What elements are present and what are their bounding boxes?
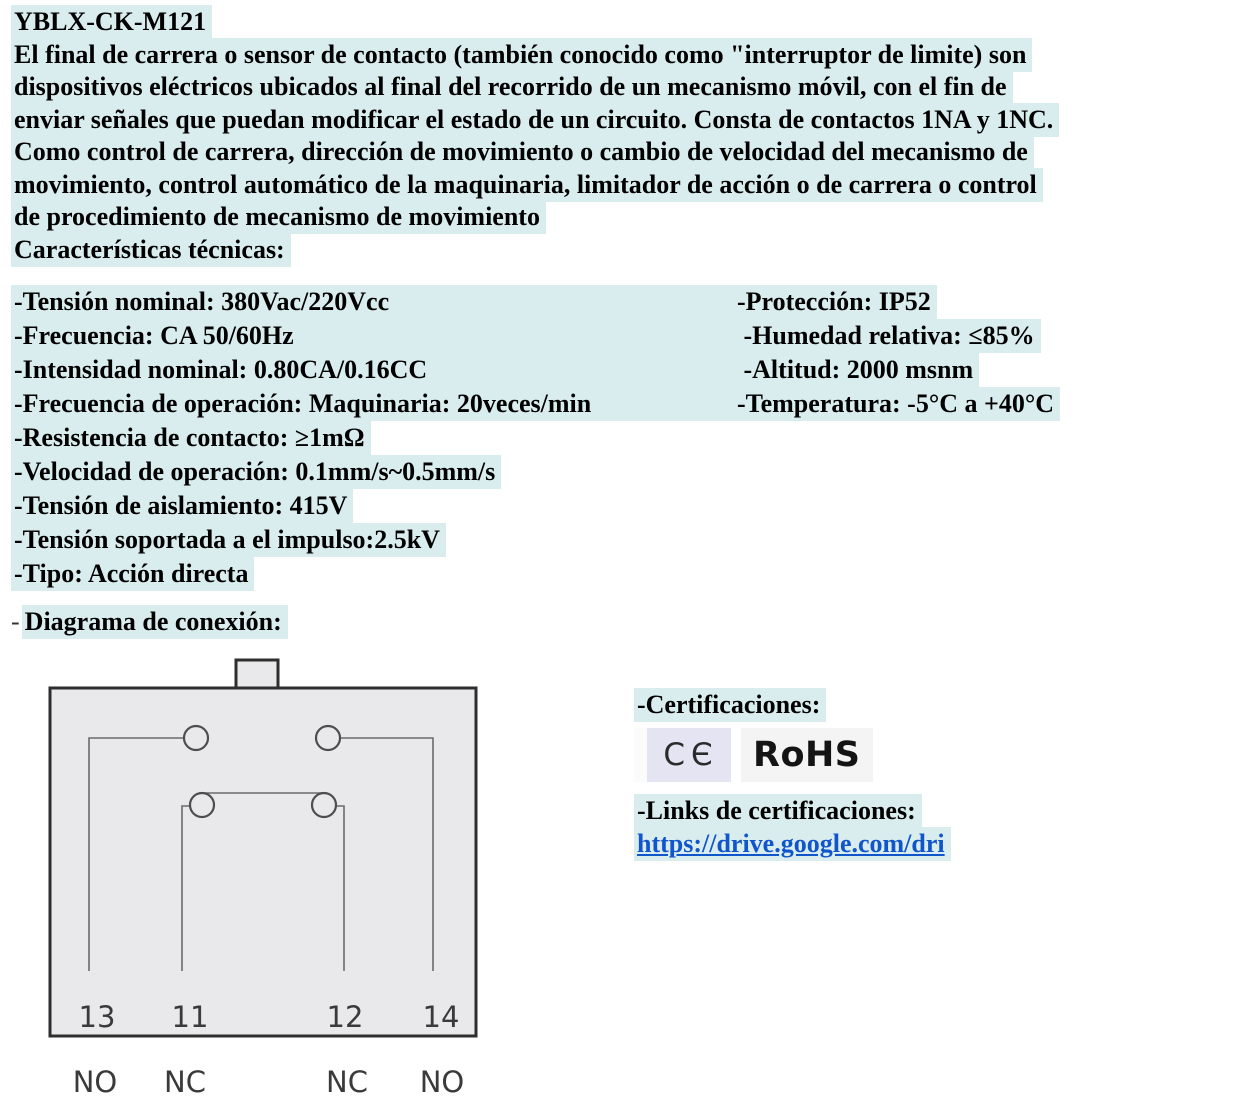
spec-row (11, 353, 1060, 387)
rohs-mark (741, 728, 873, 782)
terminal-type-12: NC (326, 1065, 368, 1099)
links-heading: -Links de certificaciones: (634, 794, 922, 828)
spec-frequency: -Frecuencia: CA 50/60Hz (14, 321, 294, 350)
spec-insulation-voltage: -Tensión de aislamiento: 415V (11, 489, 353, 523)
terminal-number-11: 11 (171, 1000, 209, 1034)
spec-impulse-voltage: -Tensión soportada a el impulso:2.5kV (11, 523, 446, 557)
product-title: YBLX-CK-M121 (11, 5, 212, 39)
connection-diagram (30, 650, 500, 1120)
section-heading: Características técnicas: (11, 233, 291, 267)
main-text-block (11, 6, 1060, 639)
spec-contact-resistance: -Resistencia de contacto: ≥1mΩ (11, 421, 371, 455)
terminal-type-14: NO (419, 1065, 465, 1099)
contact-circle-nc-left (190, 793, 214, 817)
spec-row (11, 455, 1060, 489)
spec-row (11, 489, 1060, 523)
diagram-heading: Diagrama de conexión: (22, 605, 288, 639)
spec-temperature: -Temperatura: -5°C a +40°C (737, 389, 1054, 418)
terminal-type-13: NO (72, 1065, 118, 1099)
spec-row (11, 285, 1060, 319)
contact-circle-no-left (184, 726, 208, 750)
spec-current: -Intensidad nominal: 0.80CA/0.16CC (14, 355, 428, 384)
diagram-heading-dash: - (11, 607, 20, 636)
certifications-heading: -Certificaciones: (634, 688, 826, 722)
spec-row (11, 557, 1060, 591)
terminal-number-12: 12 (326, 1000, 364, 1034)
ce-mark (647, 728, 731, 782)
spec-type: -Tipo: Acción directa (11, 557, 254, 591)
spec-operation-frequency: -Frecuencia de operación: Maquinaria: 20veces/min (14, 389, 592, 418)
spec-altitude: -Altitud: 2000 msnm (737, 355, 974, 384)
spec-row (11, 421, 1060, 455)
spec-humidity: -Humedad relativa: ≤85% (737, 321, 1035, 350)
spec-operation-speed: -Velocidad de operación: 0.1mm/s~0.5mm/s (11, 455, 501, 489)
certification-link[interactable]: https://drive.google.com/dri (634, 827, 951, 861)
description-line-4: Como control de carrera, dirección de movimiento o cambio de velocidad del mecanismo de (11, 135, 1034, 169)
spec-protection: -Protección: IP52 (737, 287, 931, 316)
description-line-6: de procedimiento de mecanismo de movimiento (11, 200, 546, 234)
diagram-heading-row (11, 605, 1060, 639)
certification-badges (634, 728, 951, 782)
description-line-5: movimiento, control automático de la maquinaria, limitador de acción o de carrera o control (11, 168, 1043, 202)
switch-body (50, 688, 476, 1036)
spec-row (11, 523, 1060, 557)
spec-row (11, 387, 1060, 421)
contact-circle-no-right (316, 726, 340, 750)
description-line-3: enviar señales que puedan modificar el estado de un circuito. Consta de contactos 1NA y 1NC. (11, 103, 1059, 137)
ce-mark-badge (634, 728, 731, 782)
description-line-2: dispositivos eléctricos ubicados al final del recorrido de un mecanismo móvil, con el fin de (11, 70, 1013, 104)
certifications-block (634, 688, 951, 860)
ce-mark-icon: CЄ (663, 737, 719, 773)
description-line-1: El final de carrera o sensor de contacto (también conocido como "interruptor de limite) son (11, 38, 1032, 72)
rohs-label: RoHS (753, 735, 861, 775)
terminal-number-14: 14 (422, 1000, 460, 1034)
spec-row (11, 319, 1060, 353)
mounting-tab (236, 660, 278, 690)
spec-voltage: -Tensión nominal: 380Vac/220Vcc (14, 287, 390, 316)
terminal-number-13: 13 (78, 1000, 116, 1034)
contact-circle-nc-right (312, 793, 336, 817)
terminal-type-11: NC (164, 1065, 206, 1099)
